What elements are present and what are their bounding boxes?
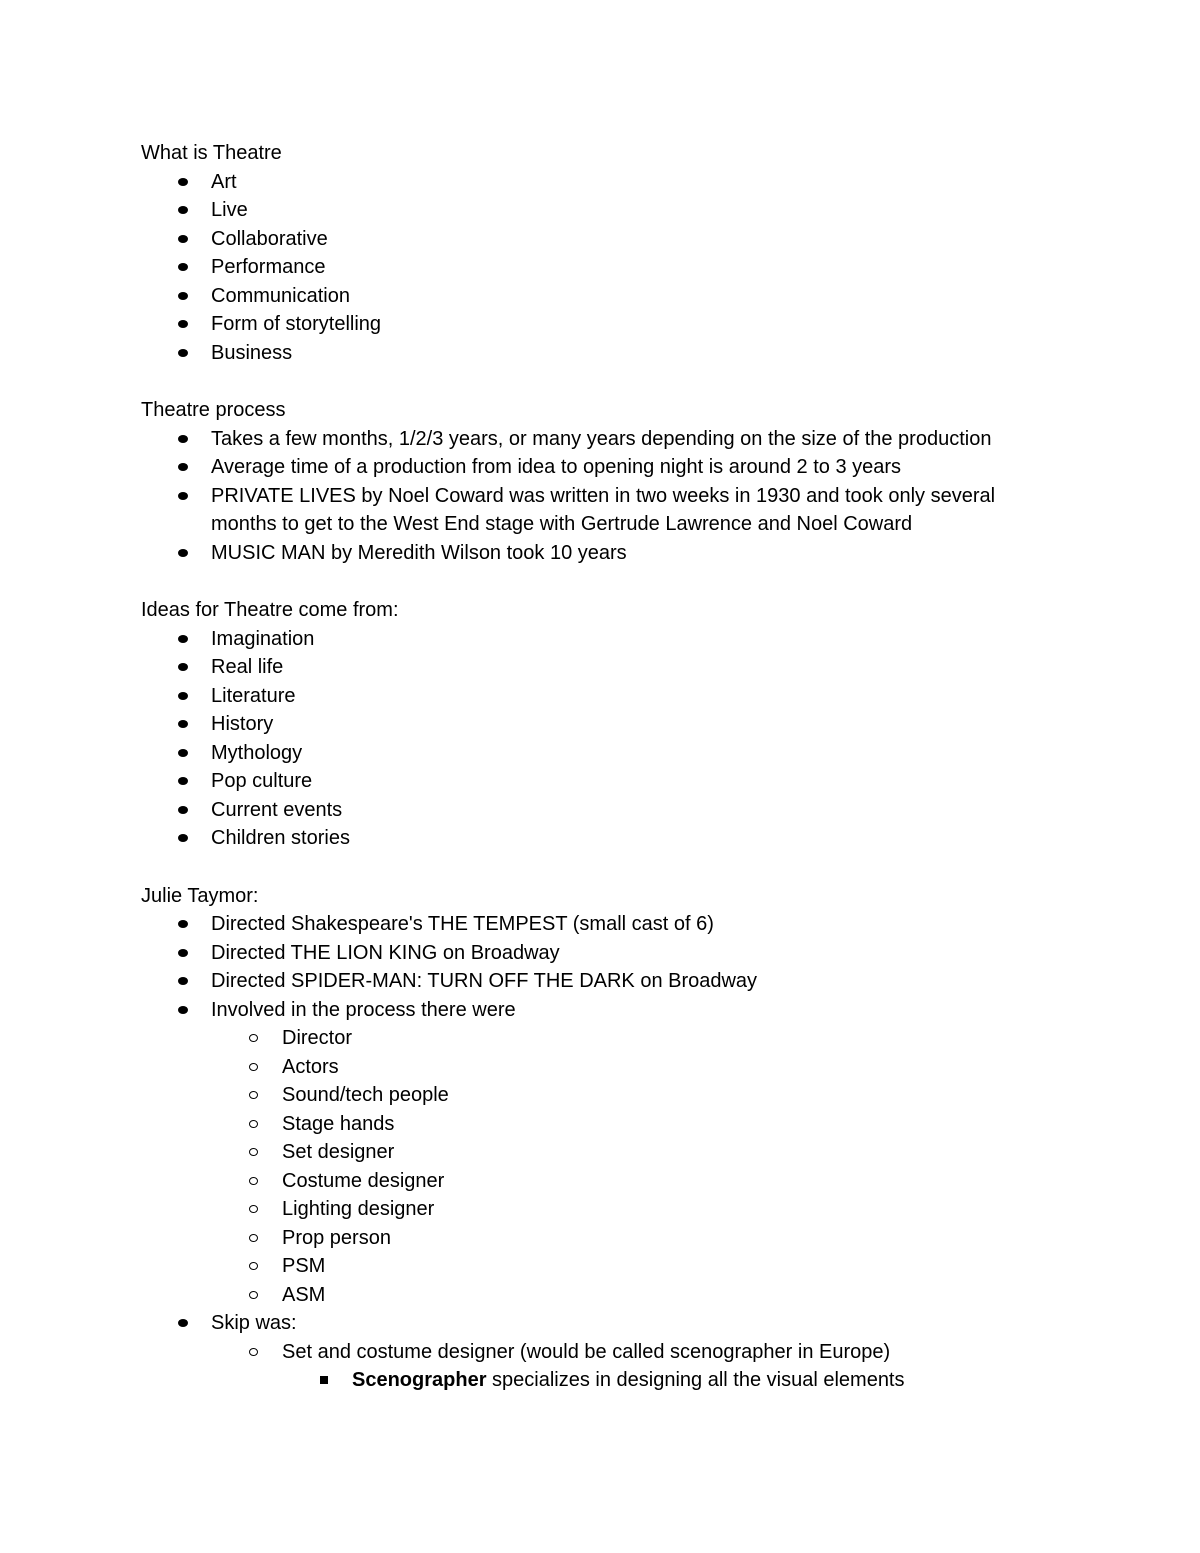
list-item-text <box>352 1366 1101 1395</box>
nested-bullet-list <box>141 1338 1101 1367</box>
bullet-circle-icon <box>249 1234 258 1242</box>
list-item-text: Mythology <box>211 741 303 764</box>
list-item <box>141 168 1101 197</box>
bullet-disc-icon <box>178 349 188 357</box>
nested-list-item <box>141 1110 1101 1139</box>
bullet-disc-icon <box>178 263 188 271</box>
bullet-circle-icon <box>249 1262 258 1270</box>
bullet-disc-icon <box>178 777 188 785</box>
nested-list-item <box>141 1167 1101 1196</box>
list-item <box>141 996 1101 1025</box>
list-item-text: Directed THE LION KING on Broadway <box>211 941 560 964</box>
bullet-circle-icon <box>249 1091 258 1099</box>
list-item-text: Form of storytelling <box>211 313 382 335</box>
list-item <box>141 796 1101 825</box>
nested-bullet-list <box>141 1366 1101 1395</box>
list-item <box>141 539 1101 568</box>
list-item-text: Sound/tech people <box>282 1084 449 1106</box>
nested-list-item <box>141 1338 1101 1367</box>
nested-list-item <box>141 1081 1101 1110</box>
nested-list-item <box>141 1195 1101 1224</box>
bullet-disc-icon <box>178 806 188 814</box>
list-item-text: Lighting designer <box>282 1198 435 1220</box>
bullet-list <box>141 168 1101 368</box>
list-item <box>141 710 1101 739</box>
list-item <box>141 739 1101 768</box>
section-heading: Theatre process <box>141 399 286 421</box>
list-item <box>141 196 1101 225</box>
list-item-text: Business <box>211 341 293 364</box>
nested-list-item <box>141 1281 1101 1310</box>
list-item <box>141 253 1101 282</box>
bullet-disc-icon <box>178 206 188 214</box>
section-julie-taymor <box>141 882 1101 1395</box>
list-item-text: Takes a few months, 1/2/3 years, or many years depending on the size of the production <box>211 427 992 450</box>
bullet-disc-icon <box>178 1006 188 1014</box>
bullet-circle-icon <box>249 1120 258 1128</box>
bullet-disc-icon <box>178 949 188 957</box>
bullet-disc-icon <box>178 320 188 328</box>
list-item-text: Children stories <box>211 827 350 849</box>
list-item-text: Skip was: <box>211 1312 297 1334</box>
list-item-text: Real life <box>211 656 284 678</box>
bullet-list <box>141 625 1101 853</box>
bullet-disc-icon <box>178 1319 188 1327</box>
bullet-disc-icon <box>178 977 188 985</box>
list-item-text: Collaborative <box>211 227 328 250</box>
bullet-disc-icon <box>178 235 188 243</box>
list-item-text: Stage hands <box>282 1112 395 1135</box>
nested-bullet-list <box>141 1024 1101 1309</box>
list-item <box>141 1309 1101 1338</box>
bullet-disc-icon <box>178 549 188 557</box>
list-item <box>141 967 1101 996</box>
list-item <box>141 225 1101 254</box>
list-item-text: Live <box>211 199 248 221</box>
bullet-disc-icon <box>178 692 188 700</box>
bullet-disc-icon <box>178 834 188 842</box>
bullet-circle-icon <box>249 1205 258 1213</box>
section-ideas-for-theatre <box>141 596 1101 853</box>
nested-list-item <box>141 1138 1101 1167</box>
list-item-text: ASM <box>282 1283 326 1306</box>
bullet-circle-icon <box>249 1148 258 1156</box>
list-item <box>141 482 1101 539</box>
list-item-text: Performance <box>211 256 326 278</box>
nested-list-item <box>141 1366 1101 1395</box>
list-item-text: Literature <box>211 684 296 707</box>
list-item-text: MUSIC MAN by Meredith Wilson took 10 years <box>211 541 627 564</box>
list-item <box>141 653 1101 682</box>
list-item-text: Art <box>211 170 237 193</box>
list-item <box>141 824 1101 853</box>
bullet-list <box>141 1309 1101 1338</box>
nested-list-item <box>141 1024 1101 1053</box>
list-item-text: Set and costume designer (would be called scenographer in Europe) <box>282 1340 891 1363</box>
nested-list-item <box>141 1224 1101 1253</box>
list-item <box>141 453 1101 482</box>
list-item <box>141 282 1101 311</box>
bullet-disc-icon <box>178 292 188 300</box>
list-item <box>141 310 1101 339</box>
bullet-square-icon <box>320 1376 328 1384</box>
bullet-disc-icon <box>178 663 188 671</box>
list-item-text: Pop culture <box>211 770 313 792</box>
list-item-text: PSM <box>282 1255 326 1277</box>
list-item-text: Actors <box>282 1055 339 1078</box>
nested-list-item <box>141 1053 1101 1082</box>
list-item-text: Directed SPIDER-MAN: TURN OFF THE DARK on Broadway <box>211 970 758 992</box>
bullet-disc-icon <box>178 178 188 186</box>
scenographer-definition: specializes in designing all the visual elements <box>486 1369 905 1391</box>
list-item-text: Current events <box>211 798 343 821</box>
list-item <box>141 625 1101 654</box>
bullet-circle-icon <box>249 1291 258 1299</box>
list-item-text: Director <box>282 1027 353 1049</box>
list-item-text: Prop person <box>282 1226 391 1249</box>
list-item <box>141 939 1101 968</box>
list-item-text: Average time of a production from idea to opening night is around 2 to 3 years <box>211 456 902 478</box>
list-item-text: Imagination <box>211 627 315 650</box>
list-item-text: Directed Shakespeare's THE TEMPEST (small cast of 6) <box>211 913 714 935</box>
section-what-is-theatre <box>141 139 1101 367</box>
list-item <box>141 425 1101 454</box>
section-heading: Ideas for Theatre come from: <box>141 599 399 621</box>
bullet-circle-icon <box>249 1034 258 1042</box>
bullet-disc-icon <box>178 463 188 471</box>
list-item-text: Set designer <box>282 1141 395 1163</box>
section-heading: What is Theatre <box>141 142 282 164</box>
bullet-disc-icon <box>178 435 188 443</box>
list-item <box>141 767 1101 796</box>
list-item-text: History <box>211 713 274 735</box>
bullet-list <box>141 425 1101 568</box>
list-item-text: Involved in the process there were <box>211 998 516 1021</box>
bullet-disc-icon <box>178 749 188 757</box>
section-heading: Julie Taymor: <box>141 884 259 907</box>
list-item <box>141 910 1101 939</box>
bullet-disc-icon <box>178 492 188 500</box>
document-body <box>141 139 1101 1424</box>
list-item <box>141 682 1101 711</box>
list-item <box>141 339 1101 368</box>
bullet-disc-icon <box>178 720 188 728</box>
scenographer-term: Scenographer <box>352 1369 487 1391</box>
list-item-text: PRIVATE LIVES by Noel Coward was written in two weeks in 1930 and took only several months to get to the West End stage with Gertrude Lawrence and Noel Coward <box>211 484 996 535</box>
bullet-circle-icon <box>249 1348 258 1356</box>
bullet-list <box>141 910 1101 1024</box>
list-item-text: Communication <box>211 284 350 307</box>
bullet-disc-icon <box>178 920 188 928</box>
list-item-text: Costume designer <box>282 1169 445 1192</box>
bullet-disc-icon <box>178 635 188 643</box>
section-theatre-process <box>141 396 1101 567</box>
bullet-circle-icon <box>249 1177 258 1185</box>
bullet-circle-icon <box>249 1063 258 1071</box>
nested-list-item <box>141 1252 1101 1281</box>
